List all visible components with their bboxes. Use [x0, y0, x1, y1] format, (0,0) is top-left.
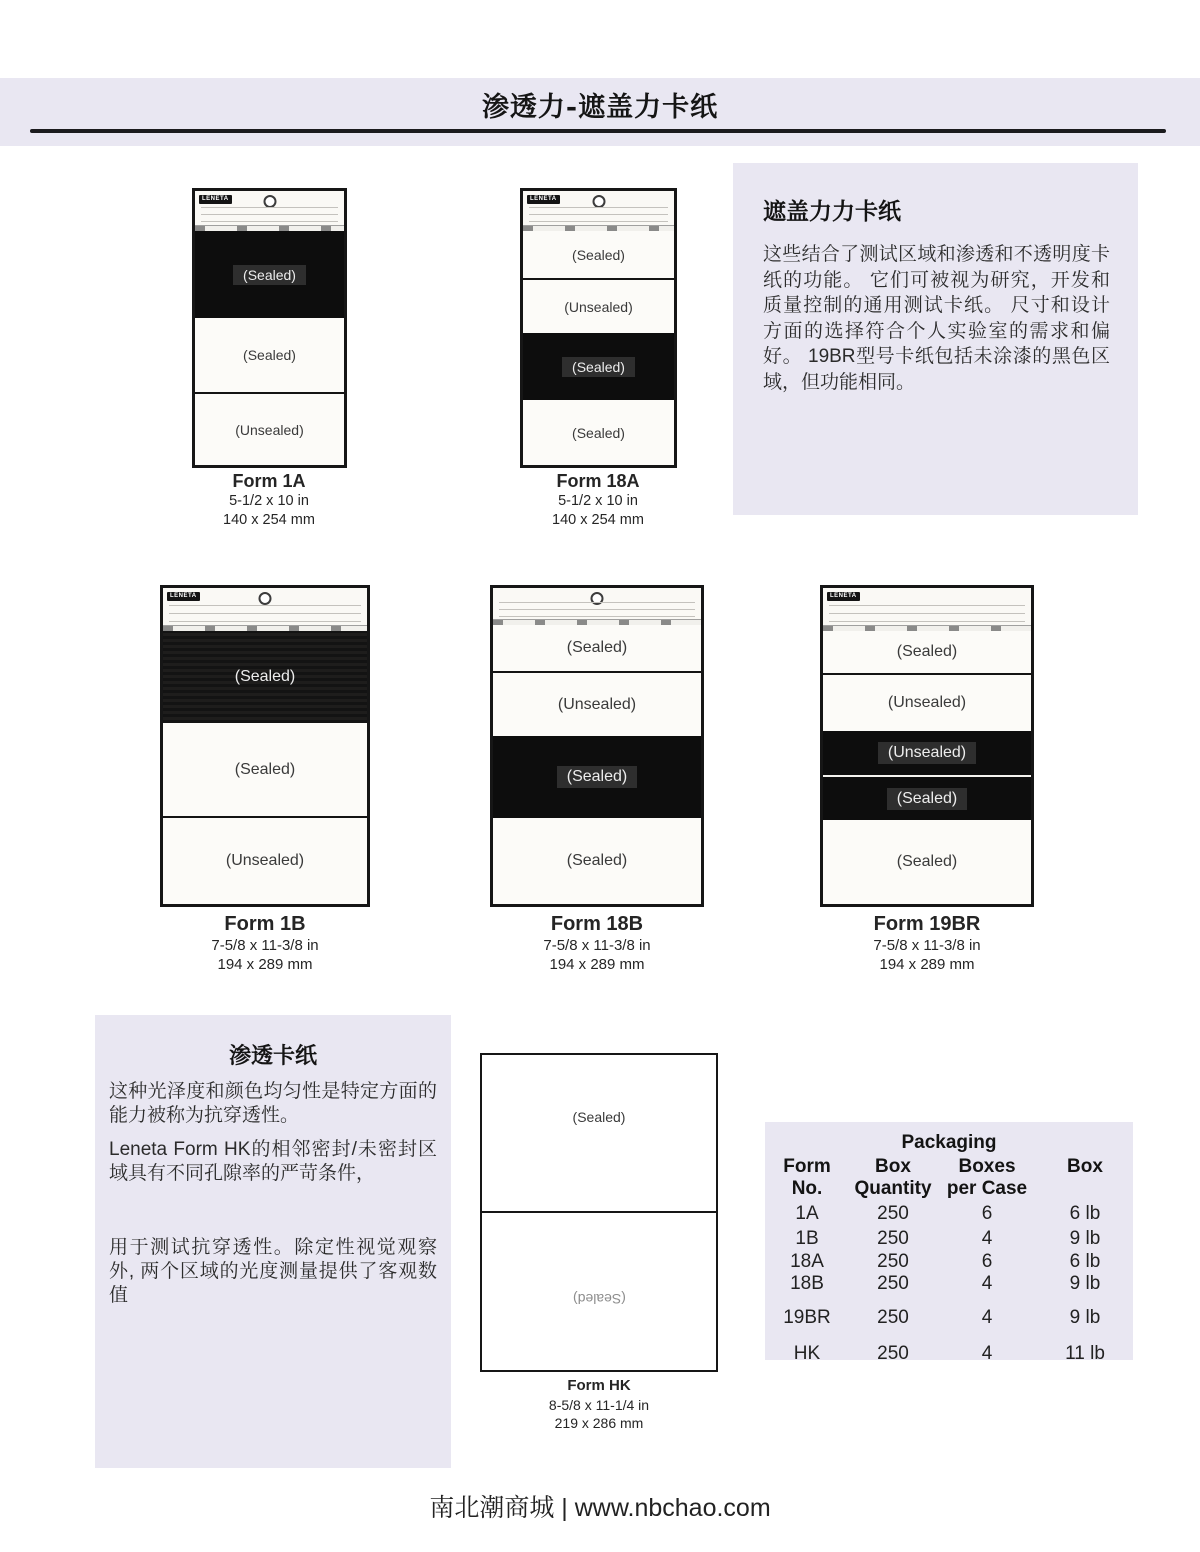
page-title: 渗透力-遮盖力卡纸 [481, 92, 719, 123]
packaging-table [765, 1122, 1133, 1364]
form-name: Form HK [567, 1377, 631, 1394]
section-label: (Unsealed) [564, 298, 633, 315]
table-row: HK 250 4 11 lb [793, 1343, 1105, 1364]
sealed-black-section [163, 631, 367, 723]
sealed-white-section [493, 625, 701, 671]
footer-brand-url: 南北潮商城 | www.nbchao.com [429, 1494, 771, 1522]
leneta-logo: LENETA [199, 195, 232, 204]
unsealed-white-section [823, 673, 1031, 731]
sealed-black-section [823, 775, 1031, 820]
hiding-panel-body: 这些结合了测试区域和渗透和不透明度卡纸的功能。 它们可被视为研究，开发和质量控制的通用测试卡纸。 尺寸和设计方面的选择符合个人实验室的需求和偏好。 19BR型号卡纸包括未涂漆的黑色区域，但功能相同。 [763, 244, 1110, 393]
leneta-logo: LENETA [827, 592, 860, 601]
form-18a-card [520, 188, 677, 468]
form-size-in: 7-5/8 x 11-3/8 in [211, 937, 319, 954]
form-18b-caption [543, 912, 650, 974]
form-card-header [493, 588, 701, 625]
sealed-black-section [523, 333, 674, 400]
section-label: (Sealed) [233, 265, 306, 285]
section-label: (Sealed) [243, 347, 296, 363]
sealed-white-section [823, 820, 1031, 904]
sealed-bottom-section [482, 1213, 716, 1368]
form-card-header [163, 588, 367, 631]
form-size-mm: 140 x 254 mm [552, 512, 644, 528]
unsealed-black-section [823, 731, 1031, 775]
form-19br-card [820, 585, 1034, 907]
sealed-white-section [493, 818, 701, 904]
form-name: Form 18A [556, 471, 640, 491]
form-1a-caption [223, 470, 315, 530]
punch-hole-icon [591, 592, 604, 605]
form-size-in: 7-5/8 x 11-3/8 in [543, 937, 651, 954]
sealed-white-section [523, 400, 674, 465]
section-label: (Sealed) [572, 246, 625, 263]
form-18a-caption [552, 470, 644, 530]
table-row: 18B 250 4 9 lb [790, 1273, 1101, 1294]
section-label: (Unsealed) [557, 695, 637, 713]
title-rule [30, 129, 1166, 133]
sealed-white-section [163, 723, 367, 816]
form-hk-card [480, 1053, 718, 1372]
sealed-white-section [823, 631, 1031, 673]
unsealed-white-section [523, 278, 674, 333]
form-size-in: 5-1/2 x 10 in [229, 493, 309, 509]
form-size-in: 7-5/8 x 11-3/8 in [873, 937, 981, 954]
header-cell: Form No. [783, 1156, 831, 1199]
header-cell: Boxes per Case [946, 1156, 1028, 1199]
form-name: Form 1B [224, 913, 306, 935]
table-row: 19BR 250 4 9 lb [783, 1307, 1101, 1328]
form-1b-card [160, 585, 370, 907]
header-cell: Box [1067, 1156, 1103, 1177]
sealed-white-section [523, 231, 674, 278]
hiding-panel-heading: 遮盖力力卡纸 [763, 198, 901, 224]
penetration-panel [95, 1015, 451, 1468]
section-label: (Sealed) [572, 1109, 626, 1125]
table-row: 18A 250 6 6 lb [790, 1251, 1101, 1272]
form-size-mm: 140 x 254 mm [223, 512, 315, 528]
table-row: 1A 250 6 6 lb [795, 1203, 1101, 1224]
penetration-panel-para1: 这种光泽度和颜色均匀性是特定方面的能力被称为抗穿透性。 [109, 1081, 437, 1126]
form-size-in: 5-1/2 x 10 in [558, 493, 638, 509]
table-row: 1B 250 4 9 lb [795, 1228, 1101, 1249]
form-18b-card [490, 585, 704, 907]
section-label: (Unsealed) [225, 852, 305, 869]
sealed-top-section [482, 1055, 716, 1213]
section-label: (Sealed) [234, 760, 296, 778]
section-label: (Sealed) [887, 788, 967, 810]
form-card-header [195, 191, 344, 231]
section-label: (Unsealed) [235, 421, 304, 438]
penetration-panel-heading: 渗透卡纸 [228, 1043, 317, 1068]
form-size-mm: 194 x 289 mm [549, 956, 645, 973]
hiding-power-panel [733, 163, 1138, 515]
sealed-black-section [195, 231, 344, 318]
section-label: (Sealed) [566, 852, 628, 869]
unsealed-white-section [493, 671, 701, 736]
section-label: (Sealed) [566, 639, 628, 656]
form-card-header [523, 191, 674, 231]
unsealed-white-section [195, 392, 344, 465]
form-name: Form 1A [232, 471, 306, 491]
section-label: (Unsealed) [887, 694, 967, 711]
section-label: (Sealed) [234, 668, 296, 685]
section-label: (Sealed) [896, 643, 958, 660]
penetration-panel-para3: 用于测试抗穿透性。除定性视觉观察外, 两个区域的光度测量提供了客观数值 [109, 1237, 437, 1306]
section-label: (Unsealed) [878, 742, 976, 764]
header-cell: Box Quantity [854, 1156, 932, 1199]
section-label-rotated: (Sealed) [572, 1290, 626, 1307]
penetration-panel-para2: Leneta Form HK的相邻密封/未密封区域具有不同孔隙率的严苛条件， [109, 1139, 437, 1184]
punch-hole-icon [259, 592, 272, 605]
form-size-mm: 194 x 289 mm [879, 956, 975, 973]
form-size-mm: 194 x 289 mm [217, 956, 313, 973]
unsealed-white-section [163, 816, 367, 904]
form-1a-card [192, 188, 347, 468]
form-card-header [823, 588, 1031, 631]
section-label: (Sealed) [562, 357, 635, 377]
form-name: Form 19BR [873, 913, 981, 935]
section-label: (Sealed) [572, 424, 625, 441]
packaging-header-row [765, 1156, 1133, 1200]
form-name: Form 18B [550, 913, 644, 935]
form-size-in: 8-5/8 x 11-1/4 in [548, 1397, 650, 1413]
form-hk-caption [549, 1376, 649, 1432]
form-size-mm: 219 x 286 mm [554, 1415, 644, 1431]
section-label: (Sealed) [896, 853, 958, 870]
sealed-black-section [493, 736, 701, 818]
sealed-white-section [195, 318, 344, 392]
section-label: (Sealed) [557, 766, 637, 788]
packaging-title: Packaging [901, 1132, 997, 1153]
form-19br-caption [873, 912, 980, 974]
form-1b-caption [211, 912, 318, 974]
leneta-logo: LENETA [527, 195, 560, 204]
leneta-logo: LENETA [167, 592, 200, 601]
